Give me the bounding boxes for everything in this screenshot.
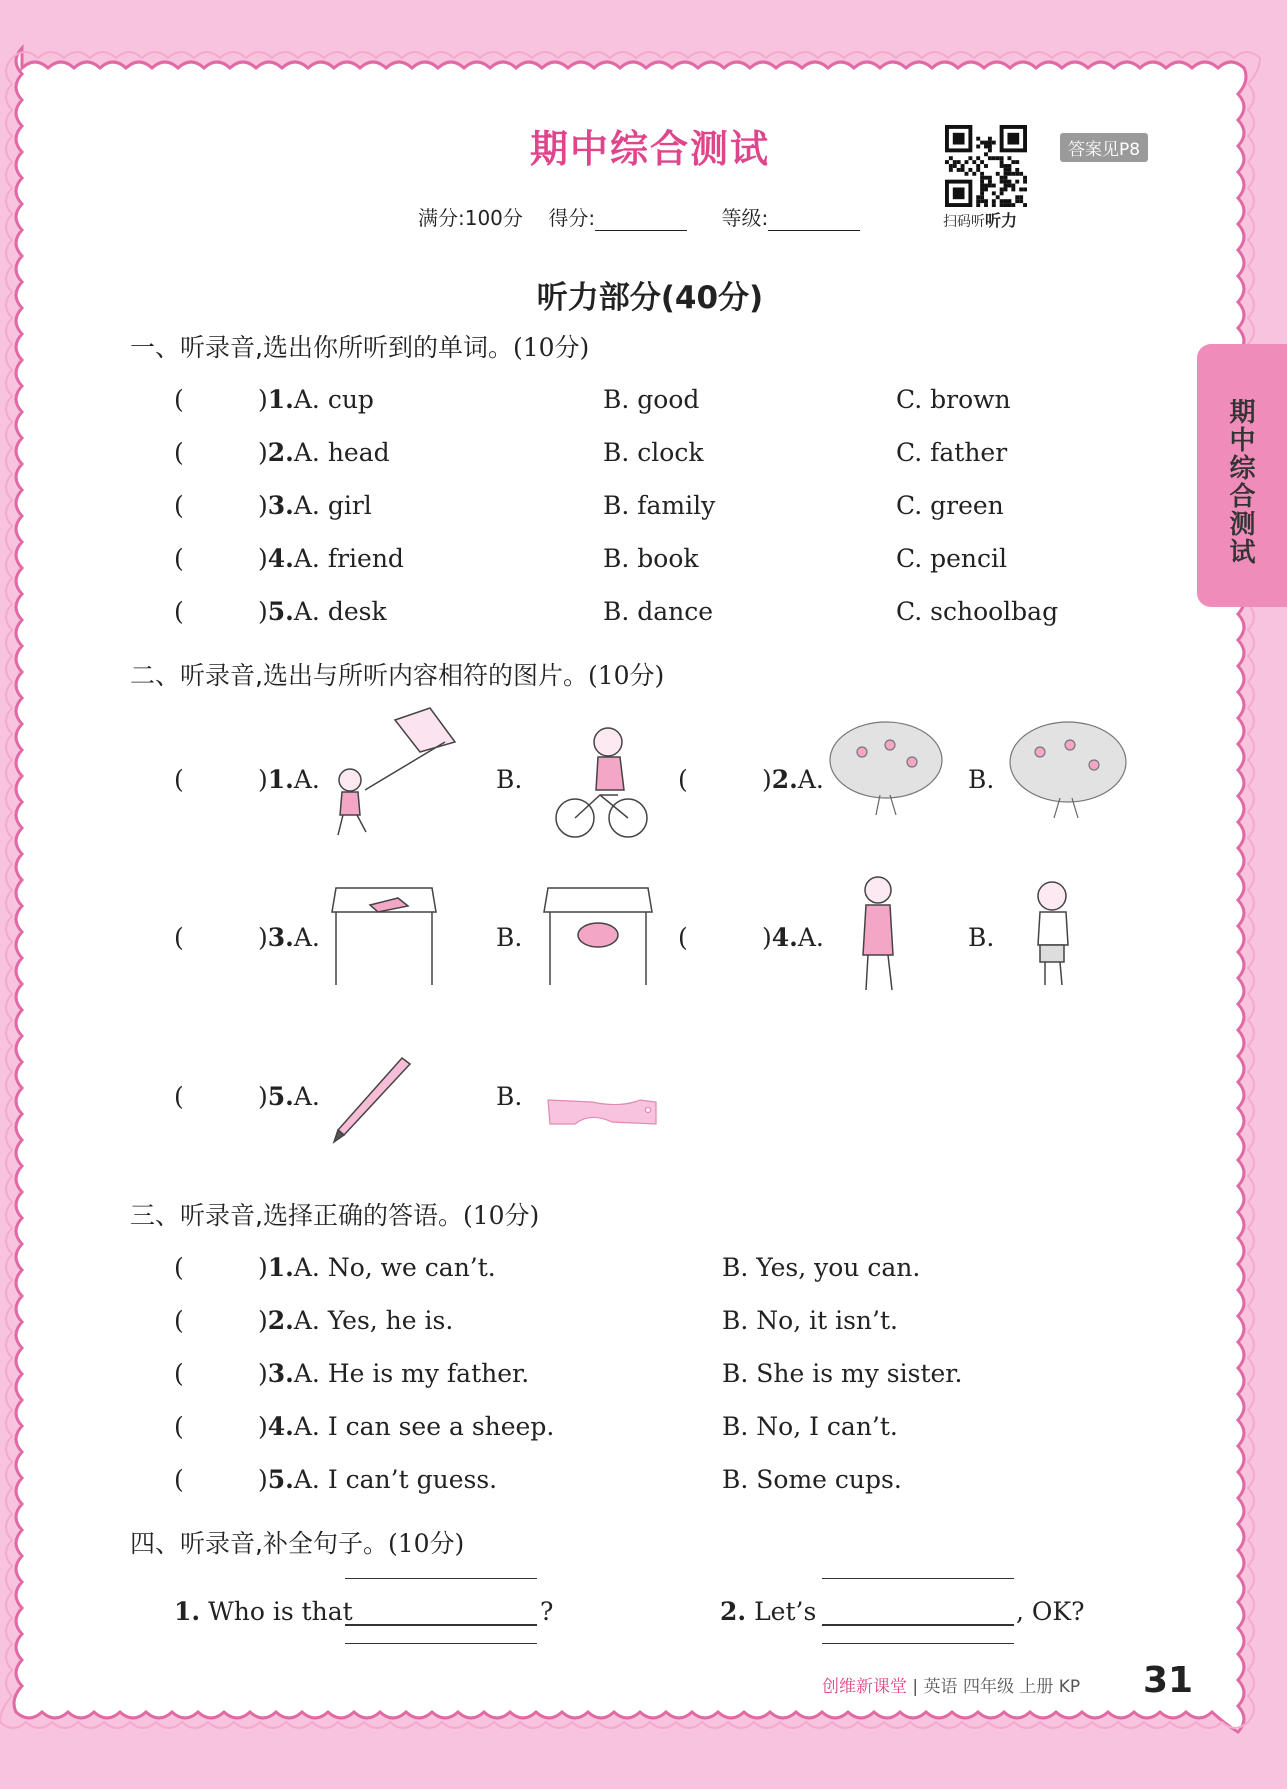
option-a: A. No, we can’t. xyxy=(293,1253,496,1282)
label-a: A. xyxy=(797,923,824,952)
answer-paren[interactable]: ( xyxy=(174,491,184,520)
question-number: 2. xyxy=(771,765,798,794)
part4-heading: 四、听录音,补全句子。(10分) xyxy=(130,1529,465,1558)
option-b: B. She is my sister. xyxy=(722,1359,963,1388)
writing-line-guide xyxy=(822,1643,1014,1644)
answer-paren[interactable]: ( xyxy=(174,544,184,573)
option-b: B. good xyxy=(603,385,700,414)
question-number: 3. xyxy=(267,1359,294,1388)
answer-line-2[interactable] xyxy=(822,1624,1014,1626)
question-number: 1. xyxy=(267,385,294,414)
score-blank[interactable] xyxy=(595,212,687,231)
part1-question-row xyxy=(174,544,404,573)
answer-paren[interactable]: ( xyxy=(174,597,184,626)
paren-close: ) xyxy=(762,765,772,794)
part3-question-row xyxy=(174,1253,496,1282)
part2-question-row xyxy=(678,923,824,952)
answer-badge: 答案见P8 xyxy=(1060,133,1148,162)
side-tab xyxy=(1197,344,1287,607)
part2-question-row xyxy=(174,1082,320,1111)
paren-close: ) xyxy=(258,385,268,414)
answer-paren[interactable]: ( xyxy=(174,1412,184,1441)
part1-question-row xyxy=(174,597,387,626)
answer-paren[interactable]: ( xyxy=(678,923,688,952)
question-number: 5. xyxy=(267,597,294,626)
option-b: B. family xyxy=(603,491,716,520)
writing-line-guide xyxy=(822,1578,1014,1579)
option-a: A. I can see a sheep. xyxy=(293,1412,555,1441)
answer-paren[interactable]: ( xyxy=(174,1306,184,1335)
question-number: 3. xyxy=(267,491,294,520)
q2-ending: , OK? xyxy=(1016,1597,1085,1626)
answer-line-1[interactable] xyxy=(345,1624,537,1626)
question-number: 2. xyxy=(267,1306,294,1335)
answer-paren[interactable]: ( xyxy=(174,1465,184,1494)
paren-close: ) xyxy=(258,1412,268,1441)
part2-question-row xyxy=(174,765,320,794)
question-number: 4. xyxy=(267,1412,294,1441)
answer-paren[interactable]: ( xyxy=(174,923,184,952)
part3-question-row xyxy=(174,1412,554,1441)
q1-question-mark: ? xyxy=(540,1597,554,1626)
option-a: A. cup xyxy=(293,385,374,414)
part2-heading: 二、听录音,选出与所听内容相符的图片。(10分) xyxy=(130,661,665,690)
label-b: B. xyxy=(496,923,523,952)
part4-question-1: 1. Who is that xyxy=(174,1597,353,1626)
paren-close: ) xyxy=(258,1253,268,1282)
qr-label: 扫码听听力 xyxy=(943,211,1018,230)
label-b: B. xyxy=(496,765,523,794)
answer-paren[interactable]: ( xyxy=(678,765,688,794)
part4-question-2: 2. Let’s xyxy=(720,1597,817,1626)
part1-question-row xyxy=(174,385,374,414)
question-number: 5. xyxy=(267,1082,294,1111)
grade-blank[interactable] xyxy=(768,212,860,231)
writing-line-guide xyxy=(345,1643,537,1644)
paren-close: ) xyxy=(258,438,268,467)
answer-paren[interactable]: ( xyxy=(174,1082,184,1111)
question-number: 1. xyxy=(267,1253,294,1282)
qr-code-icon[interactable] xyxy=(945,125,1027,207)
paren-close: ) xyxy=(258,491,268,520)
part1-question-row xyxy=(174,491,372,520)
paren-close: ) xyxy=(258,923,268,952)
answer-paren[interactable]: ( xyxy=(174,765,184,794)
option-c: C. green xyxy=(896,491,1004,520)
side-tab-label: 期中综合测试 xyxy=(1225,398,1255,566)
part3-question-row xyxy=(174,1359,529,1388)
answer-paren[interactable]: ( xyxy=(174,438,184,467)
answer-paren[interactable]: ( xyxy=(174,1359,184,1388)
option-a: A. Yes, he is. xyxy=(293,1306,454,1335)
question-number: 2. xyxy=(267,438,294,467)
paren-close: ) xyxy=(258,544,268,573)
paren-close: ) xyxy=(258,1465,268,1494)
option-a: A. head xyxy=(293,438,390,467)
part3-heading: 三、听录音,选择正确的答语。(10分) xyxy=(130,1201,540,1230)
part3-question-row xyxy=(174,1465,497,1494)
option-c: C. schoolbag xyxy=(896,597,1059,626)
page-title: 期中综合测试 xyxy=(529,127,770,171)
answer-paren[interactable]: ( xyxy=(174,385,184,414)
option-a: A. girl xyxy=(293,491,372,520)
option-b: B. dance xyxy=(603,597,714,626)
label-b: B. xyxy=(968,923,995,952)
paren-close: ) xyxy=(258,597,268,626)
paren-close: ) xyxy=(258,765,268,794)
question-number: 4. xyxy=(771,923,798,952)
option-b: B. clock xyxy=(603,438,704,467)
paren-close: ) xyxy=(762,923,772,952)
option-b: B. Some cups. xyxy=(722,1465,902,1494)
option-b: B. book xyxy=(603,544,699,573)
question-number: 5. xyxy=(267,1465,294,1494)
option-a: A. I can’t guess. xyxy=(293,1465,498,1494)
label-a: A. xyxy=(293,1082,320,1111)
score-label: 得分: xyxy=(548,206,596,230)
paren-close: ) xyxy=(258,1359,268,1388)
part2-question-row xyxy=(678,765,824,794)
answer-paren[interactable]: ( xyxy=(174,1253,184,1282)
page-number: 31 xyxy=(1143,1660,1194,1701)
section-title: 听力部分(40分) xyxy=(536,280,764,316)
part3-question-row xyxy=(174,1306,453,1335)
score-line xyxy=(418,202,888,231)
question-number: 1. xyxy=(267,765,294,794)
label-a: A. xyxy=(797,765,824,794)
label-a: A. xyxy=(293,923,320,952)
label-b: B. xyxy=(496,1082,523,1111)
paren-close: ) xyxy=(258,1082,268,1111)
option-b: B. Yes, you can. xyxy=(722,1253,921,1282)
part1-heading: 一、听录音,选出你所听到的单词。(10分) xyxy=(130,333,590,362)
option-c: C. pencil xyxy=(896,544,1008,573)
option-c: C. father xyxy=(896,438,1008,467)
full-score-label: 满分:100分 xyxy=(418,206,523,230)
footer-info: 创维新课堂 | 英语 四年级 上册 KP xyxy=(822,1677,1081,1697)
part1-question-row xyxy=(174,438,390,467)
label-a: A. xyxy=(293,765,320,794)
option-a: A. friend xyxy=(293,544,404,573)
label-b: B. xyxy=(968,765,995,794)
paren-close: ) xyxy=(258,1306,268,1335)
grade-label: 等级: xyxy=(721,206,769,230)
option-c: C. brown xyxy=(896,385,1011,414)
writing-line-guide xyxy=(345,1578,537,1579)
option-a: A. desk xyxy=(293,597,387,626)
question-number: 3. xyxy=(267,923,294,952)
option-b: B. No, it isn’t. xyxy=(722,1306,898,1335)
option-b: B. No, I can’t. xyxy=(722,1412,898,1441)
option-a: A. He is my father. xyxy=(293,1359,530,1388)
part2-question-row xyxy=(174,923,320,952)
question-number: 4. xyxy=(267,544,294,573)
